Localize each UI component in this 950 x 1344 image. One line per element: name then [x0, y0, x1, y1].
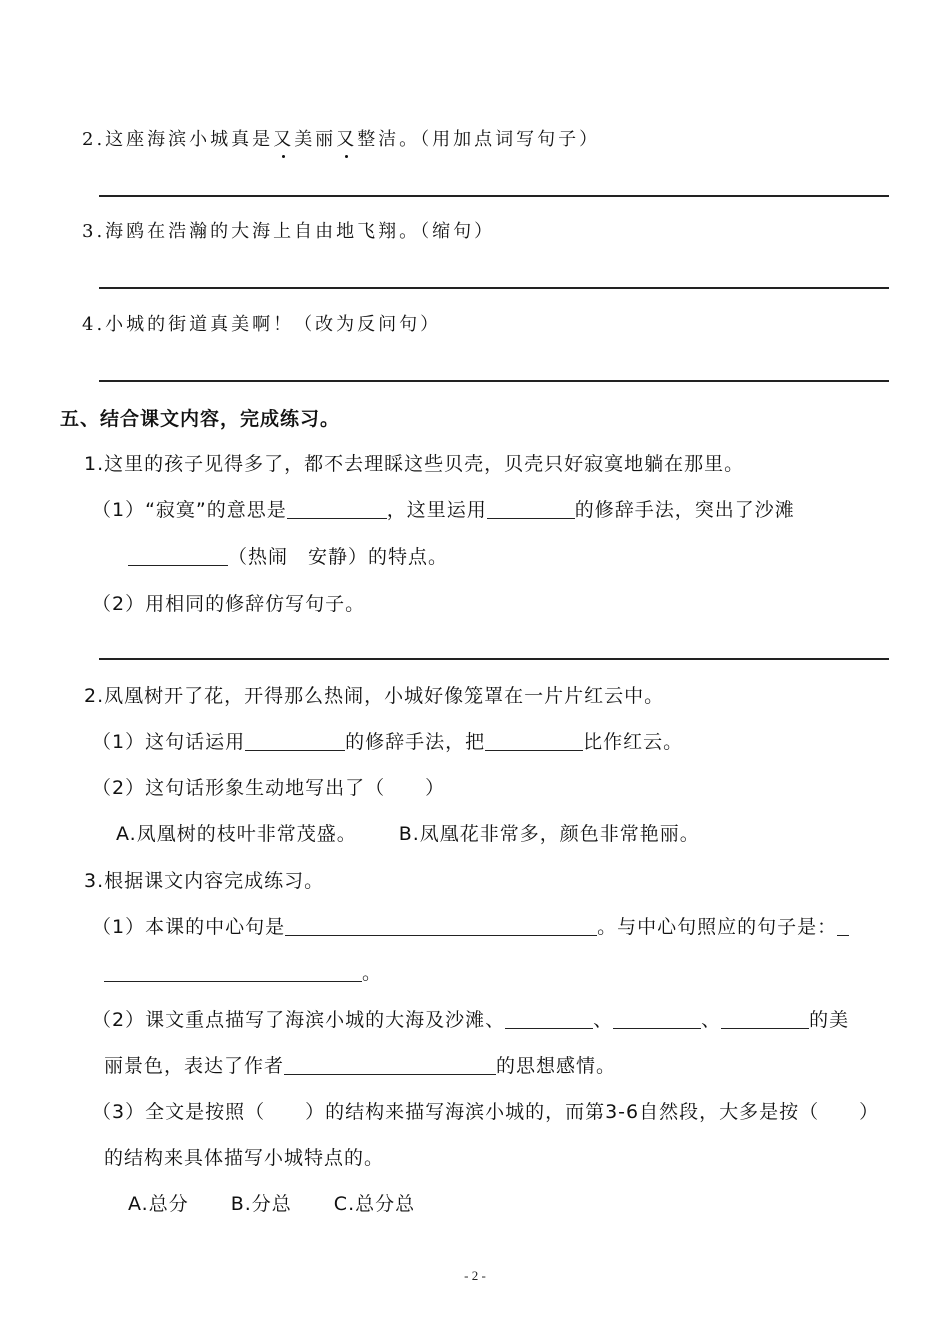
blank-rhetoric[interactable] — [487, 498, 575, 519]
blank-author-feeling[interactable] — [284, 1054, 496, 1075]
q52-1-text-b: 的修辞手法，把 — [345, 731, 486, 753]
question-5-2-1 — [92, 730, 683, 754]
blank-scene-3[interactable] — [721, 1008, 809, 1029]
q51-1-text-d: （热闹 安静）的特点。 — [228, 546, 449, 568]
blank-echo-start[interactable] — [837, 915, 849, 936]
question-4-2 — [82, 128, 600, 152]
blank-scene-2[interactable] — [613, 1008, 701, 1029]
question-5-3-1-cont — [104, 961, 382, 985]
question-5-1-1 — [92, 498, 795, 522]
answer-line-4-4[interactable] — [99, 380, 889, 382]
blank-rhetoric-2[interactable] — [245, 730, 345, 751]
q52-1-text-c: 比作红云。 — [583, 731, 684, 753]
answer-line-5-1-2[interactable] — [99, 658, 889, 660]
blank-echo-sentence[interactable] — [104, 961, 362, 982]
q2-text-post: 整洁。（用加点词写句子） — [357, 129, 601, 150]
q53-1-text-a: （1）本课的中心句是 — [92, 916, 286, 938]
question-5-3-3: （3）全文是按照（ ）的结构来描写海滨小城的，而第3-6自然段，大多是按（ ） — [92, 1101, 880, 1123]
q53-2-text-d: 的思想感情。 — [496, 1055, 617, 1077]
blank-compared-object[interactable] — [485, 730, 583, 751]
q51-1-text-c: 的修辞手法，突出了沙滩 — [574, 499, 795, 521]
question-5-1-stem: 1.这里的孩子见得多了，都不去理睬这些贝壳，贝壳只好寂寞地躺在那里。 — [84, 453, 745, 475]
question-5-3-2-cont — [104, 1054, 616, 1078]
section-5-heading: 五、结合课文内容，完成练习。 — [60, 408, 341, 430]
question-5-2-stem: 2.凤凰树开了花，开得那么热闹，小城好像笼罩在一片片红云中。 — [84, 685, 665, 707]
page-number: - 2 - — [464, 1268, 486, 1283]
q51-1-text-a: （1）“寂寞”的意思是 — [92, 499, 287, 521]
option-a[interactable]: A.凤凰树的枝叶非常茂盛。 — [116, 823, 357, 845]
q2-text-mid: 美丽 — [294, 129, 337, 150]
question-5-3-3-cont: 的结构来具体描写小城特点的。 — [104, 1147, 385, 1169]
option-a[interactable]: A.总分 — [128, 1193, 189, 1215]
q53-2-text-a: （2）课文重点描写了海滨小城的大海及沙滩、 — [92, 1009, 506, 1031]
question-5-1-1-cont — [128, 545, 448, 569]
question-5-2-2: （2）这句话形象生动地写出了（ ） — [92, 777, 446, 799]
q53-1-text-b: 。与中心句照应的句子是： — [597, 916, 838, 938]
blank-scene-1[interactable] — [505, 1008, 593, 1029]
question-5-3-1 — [92, 915, 849, 939]
question-4-3: 3.海鸥在浩瀚的大海上自由地飞翔。（缩句） — [82, 221, 496, 242]
blank-central-sentence[interactable] — [285, 915, 597, 936]
option-c[interactable]: C.总分总 — [333, 1193, 416, 1215]
question-5-3-stem: 3.根据课文内容完成练习。 — [84, 870, 325, 892]
q53-2-text-c: 丽景色，表达了作者 — [104, 1055, 285, 1077]
question-4-4: 4.小城的街道真美啊！（改为反问句） — [82, 314, 442, 335]
dotted-char-1: 又 — [273, 129, 295, 150]
q2-text-pre: 2.这座海滨小城真是 — [82, 129, 274, 150]
question-5-3-3-options — [128, 1192, 415, 1216]
separator-2: 、 — [701, 1009, 722, 1031]
blank-feature[interactable] — [128, 545, 228, 566]
answer-line-4-2[interactable] — [99, 195, 889, 197]
question-5-3-2 — [92, 1008, 849, 1032]
dotted-char-2: 又 — [336, 129, 358, 150]
question-5-2-options — [116, 822, 700, 846]
option-b[interactable]: B.分总 — [230, 1193, 292, 1215]
question-5-1-2: （2）用相同的修辞仿写句子。 — [92, 593, 366, 615]
q51-1-text-b: ，这里运用 — [386, 499, 487, 521]
answer-line-4-3[interactable] — [99, 287, 889, 289]
q52-1-text-a: （1）这句话运用 — [92, 731, 246, 753]
q53-2-text-b: 的美 — [809, 1009, 850, 1031]
blank-meaning[interactable] — [287, 498, 387, 519]
separator-1: 、 — [593, 1009, 614, 1031]
q53-1-text-c: 。 — [362, 962, 383, 984]
option-b[interactable]: B.凤凰花非常多，颜色非常艳丽。 — [398, 823, 700, 845]
